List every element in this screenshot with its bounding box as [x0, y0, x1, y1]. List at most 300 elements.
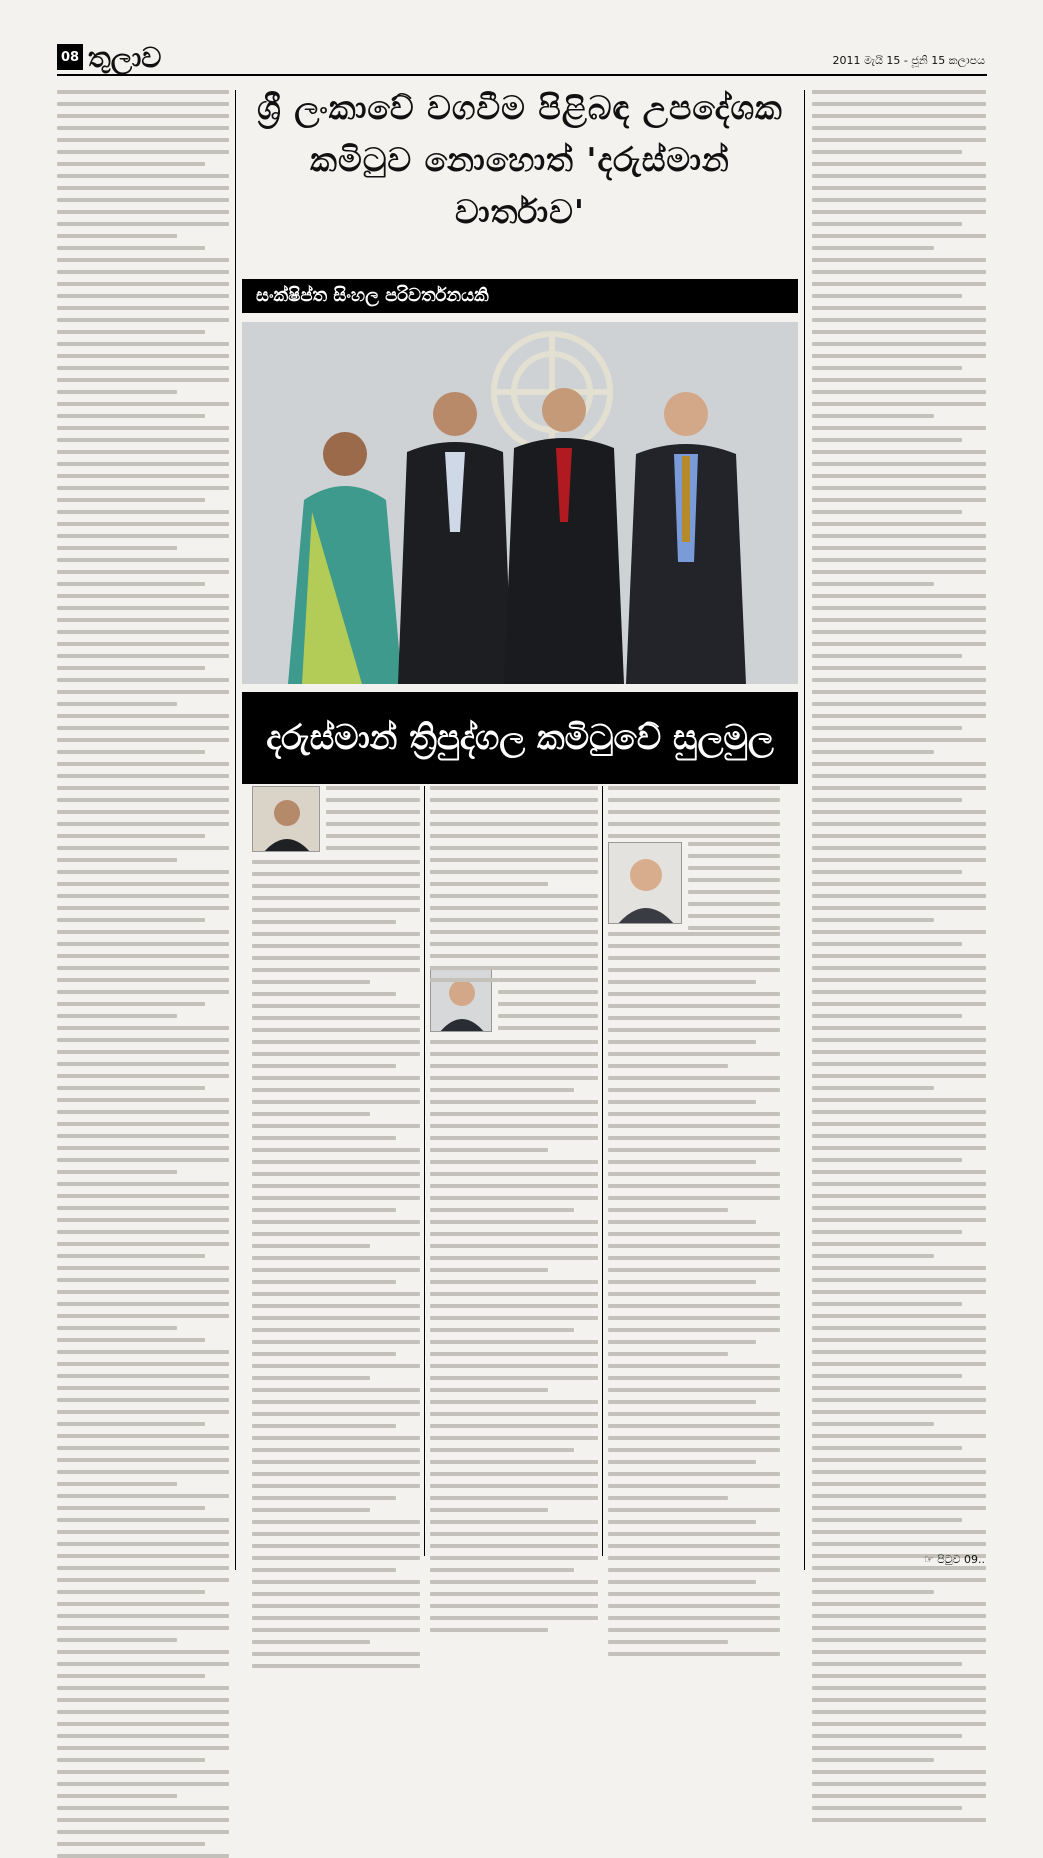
text-line [252, 944, 420, 948]
text-line [430, 1184, 598, 1188]
text-line [57, 1026, 229, 1030]
text-line [608, 1004, 780, 1008]
text-line [252, 1412, 420, 1416]
text-line [688, 926, 780, 930]
text-line [57, 1350, 229, 1354]
text-line [252, 896, 420, 900]
text-line [57, 582, 205, 586]
text-line [812, 810, 986, 814]
text-line [608, 1448, 780, 1452]
text-line [57, 258, 229, 262]
text-line [252, 1232, 420, 1236]
text-line [812, 978, 986, 982]
text-line [812, 1638, 986, 1642]
text-line [252, 992, 396, 996]
text-line [608, 1364, 780, 1368]
text-line [57, 102, 229, 106]
text-line [608, 834, 780, 838]
text-line [812, 1122, 986, 1126]
text-line [252, 1388, 420, 1392]
text-line [608, 1160, 756, 1164]
text-line [57, 318, 229, 322]
text-line [252, 1112, 370, 1116]
text-line [430, 1364, 598, 1368]
text-line [252, 860, 420, 864]
text-line [252, 1364, 420, 1368]
text-line [57, 486, 229, 490]
text-line [57, 1674, 205, 1678]
right-column-text [812, 90, 986, 1545]
text-line [57, 1482, 177, 1486]
text-line [812, 126, 986, 130]
lower-col-1-text [252, 860, 420, 1550]
text-line [608, 1472, 780, 1476]
text-line [812, 1086, 934, 1090]
text-line [430, 1436, 598, 1440]
text-line [812, 1434, 986, 1438]
text-line [252, 1508, 370, 1512]
portrait-photo-darusman [252, 786, 320, 852]
text-line [57, 174, 229, 178]
text-line [812, 1194, 986, 1198]
text-line [812, 1410, 986, 1414]
text-line [252, 1484, 420, 1488]
text-line [57, 1110, 229, 1114]
text-line [326, 798, 420, 802]
text-line [812, 918, 934, 922]
text-line [252, 1052, 420, 1056]
text-line [812, 834, 986, 838]
text-line [608, 1388, 780, 1392]
text-line [430, 1352, 598, 1356]
text-line [252, 1424, 396, 1428]
text-line [57, 1566, 229, 1570]
text-line [608, 1220, 756, 1224]
text-line [57, 834, 205, 838]
text-line [430, 1268, 548, 1272]
text-line [252, 1616, 420, 1620]
text-line [57, 882, 229, 886]
text-line [57, 234, 177, 238]
text-line [326, 846, 420, 850]
text-line [430, 1568, 574, 1572]
text-line [430, 1412, 598, 1416]
text-line [812, 798, 962, 802]
text-line [608, 968, 780, 972]
text-line [498, 1026, 598, 1030]
text-line [430, 1340, 598, 1344]
text-line [812, 198, 986, 202]
text-line [57, 702, 177, 706]
text-line [812, 1686, 986, 1690]
section-headline: දරුස්මාන් ත්‍රිපුද්ගල කමිටුවේ සුලමුල [242, 692, 798, 784]
text-line [812, 1818, 986, 1822]
text-line [252, 1652, 420, 1656]
text-line [430, 1244, 598, 1248]
text-line [812, 1470, 986, 1474]
text-line [252, 1376, 370, 1380]
text-line [57, 1218, 229, 1222]
text-line [812, 1158, 962, 1162]
text-line [812, 870, 962, 874]
text-line [252, 908, 420, 912]
text-line [430, 1520, 598, 1524]
text-line [57, 1590, 205, 1594]
text-line [812, 858, 986, 862]
text-line [430, 1172, 598, 1176]
text-line [812, 1338, 986, 1342]
text-line [430, 1124, 598, 1128]
text-line [608, 1208, 728, 1212]
text-line [57, 462, 229, 466]
text-line [608, 1016, 780, 1020]
text-line [57, 1734, 229, 1738]
text-line [608, 1304, 780, 1308]
text-line [812, 354, 986, 358]
text-line [688, 866, 780, 870]
text-line [430, 930, 598, 934]
text-line [430, 1532, 598, 1536]
text-line [812, 1230, 962, 1234]
text-line [812, 282, 986, 286]
text-line [57, 606, 229, 610]
text-line [57, 1170, 177, 1174]
text-line [252, 1352, 396, 1356]
text-line [608, 1028, 780, 1032]
text-line [57, 642, 229, 646]
text-line [430, 954, 598, 958]
text-line [57, 570, 229, 574]
text-line [430, 1556, 598, 1560]
text-line [252, 956, 420, 960]
text-line [812, 1446, 962, 1450]
lead-photo [242, 322, 798, 684]
text-line [688, 854, 780, 858]
text-line [812, 738, 986, 742]
text-line [252, 1604, 420, 1608]
text-line [430, 1388, 548, 1392]
text-line [252, 1292, 420, 1296]
text-line [608, 1544, 780, 1548]
text-line [252, 872, 420, 876]
lower-col-2b-text [498, 966, 598, 1032]
text-line [57, 474, 229, 478]
text-line [812, 774, 986, 778]
text-line [57, 666, 205, 670]
text-line [57, 222, 229, 226]
text-line [252, 1472, 420, 1476]
text-line [57, 1314, 229, 1318]
text-line [57, 1842, 205, 1846]
text-line [252, 1280, 396, 1284]
text-line [57, 894, 229, 898]
text-line [812, 1278, 986, 1282]
text-line [57, 930, 229, 934]
text-line [57, 366, 229, 370]
subheadline-bar: සංක්ෂිප්ත සිංහල පරිවර්තනයකි [242, 279, 798, 313]
text-line [812, 1578, 986, 1582]
column-divider [235, 90, 236, 1570]
text-line [608, 1244, 780, 1248]
text-line [57, 1542, 229, 1546]
text-line [812, 1062, 986, 1066]
text-line [57, 330, 205, 334]
text-line [812, 174, 986, 178]
text-line [326, 810, 420, 814]
column-divider [602, 786, 603, 1556]
text-line [608, 1520, 756, 1524]
text-line [326, 822, 420, 826]
text-line [812, 1074, 986, 1078]
text-line [812, 414, 934, 418]
text-line [57, 1422, 205, 1426]
text-line [430, 1580, 598, 1584]
text-line [812, 654, 962, 658]
text-line [608, 1136, 780, 1140]
text-line [430, 1328, 574, 1332]
text-line [57, 1518, 229, 1522]
text-line [812, 1386, 986, 1390]
text-line [57, 306, 229, 310]
text-line [688, 914, 780, 918]
text-line [252, 1448, 420, 1452]
text-line [608, 1040, 756, 1044]
text-line [57, 1854, 229, 1858]
text-line [57, 1818, 229, 1822]
text-line [812, 1146, 986, 1150]
text-line [812, 750, 934, 754]
text-line [608, 1568, 780, 1572]
text-line [57, 390, 177, 394]
text-line [57, 906, 229, 910]
portrait-illustration [431, 967, 492, 1032]
text-line [57, 1746, 229, 1750]
text-line [812, 1614, 986, 1618]
text-line [252, 1040, 420, 1044]
text-line [430, 1280, 598, 1284]
text-line [812, 1422, 934, 1426]
text-line [430, 882, 548, 886]
text-line [812, 1350, 986, 1354]
text-line [430, 1316, 598, 1320]
left-column-text [57, 90, 229, 1570]
text-line [812, 606, 986, 610]
text-line [812, 486, 986, 490]
text-line [430, 1100, 598, 1104]
text-line [252, 1580, 420, 1584]
text-line [57, 1614, 229, 1618]
text-line [608, 1412, 780, 1416]
text-line [57, 678, 229, 682]
text-line [57, 810, 229, 814]
text-line [812, 1698, 986, 1702]
text-line [252, 1268, 420, 1272]
text-line [812, 594, 986, 598]
text-line [812, 1314, 986, 1318]
text-line [57, 618, 229, 622]
text-line [430, 1064, 598, 1068]
text-line [57, 342, 229, 346]
text-line [430, 1148, 548, 1152]
text-line [812, 186, 986, 190]
text-line [812, 102, 986, 106]
text-line [430, 1628, 548, 1632]
text-line [57, 690, 229, 694]
text-line [812, 582, 934, 586]
text-line [608, 1496, 728, 1500]
text-line [812, 1794, 986, 1798]
text-line [57, 90, 229, 94]
text-line [57, 402, 229, 406]
text-line [812, 246, 934, 250]
text-line [252, 932, 420, 936]
text-line [812, 678, 986, 682]
text-line [252, 884, 420, 888]
text-line [252, 1532, 420, 1536]
text-line [57, 750, 205, 754]
text-line [57, 1722, 229, 1726]
text-line [812, 390, 986, 394]
text-line [430, 798, 598, 802]
group-photo-illustration [242, 322, 798, 684]
portrait-photo-sooka [430, 966, 492, 1032]
text-line [57, 1074, 229, 1078]
text-line [812, 1182, 986, 1186]
text-line [812, 1602, 986, 1606]
main-headline [242, 82, 798, 238]
text-line [57, 522, 229, 526]
text-line [812, 1218, 986, 1222]
text-line [57, 1782, 229, 1786]
text-line [812, 1290, 986, 1294]
text-line [57, 1206, 229, 1210]
text-line [57, 186, 229, 190]
text-line [812, 1770, 986, 1774]
text-line [812, 1782, 986, 1786]
text-line [57, 114, 229, 118]
text-line [608, 822, 780, 826]
text-line [430, 942, 598, 946]
text-line [812, 1362, 986, 1366]
text-line [252, 1628, 420, 1632]
text-line [430, 1484, 598, 1488]
text-line [812, 846, 986, 850]
text-line [430, 906, 598, 910]
text-line [252, 1196, 420, 1200]
text-line [812, 114, 986, 118]
text-line [812, 498, 986, 502]
text-line [57, 1530, 229, 1534]
text-line [430, 1136, 598, 1140]
text-line [608, 1076, 780, 1080]
text-line [430, 1616, 598, 1620]
text-line [57, 138, 229, 142]
text-line [430, 1040, 598, 1044]
text-line [430, 810, 598, 814]
text-line [57, 510, 229, 514]
headline-line-1: ශ්‍රී ලංකාවේ වගවීම පිළිබඳ උපදේශක [257, 88, 783, 127]
text-line [57, 1230, 229, 1234]
text-line [430, 1472, 598, 1476]
text-line [430, 846, 598, 850]
text-line [252, 920, 396, 924]
text-line [812, 1002, 986, 1006]
text-line [608, 786, 780, 790]
text-line [608, 798, 780, 802]
text-line [812, 882, 986, 886]
text-line [57, 450, 229, 454]
text-line [57, 1134, 229, 1138]
text-line [252, 1064, 396, 1068]
text-line [57, 1098, 229, 1102]
text-line [57, 630, 229, 634]
text-line [812, 1530, 986, 1534]
text-line [252, 1208, 396, 1212]
text-line [430, 1052, 598, 1056]
text-line [812, 702, 986, 706]
text-line [57, 1554, 229, 1558]
text-line [812, 1590, 934, 1594]
text-line [57, 246, 205, 250]
text-line [812, 1458, 986, 1462]
text-line [608, 1172, 780, 1176]
text-line [57, 198, 229, 202]
text-line [812, 966, 986, 970]
text-line [57, 966, 229, 970]
text-line [430, 918, 598, 922]
text-line [608, 1280, 756, 1284]
text-line [57, 1158, 229, 1162]
text-line [812, 534, 986, 538]
text-line [252, 1148, 420, 1152]
text-line [812, 930, 986, 934]
text-line [812, 894, 986, 898]
text-line [812, 1398, 986, 1402]
text-line [812, 1734, 962, 1738]
text-line [812, 462, 986, 466]
text-line [57, 1410, 229, 1414]
text-line [57, 1242, 229, 1246]
text-line [57, 162, 205, 166]
text-line [812, 138, 986, 142]
text-line [812, 1050, 986, 1054]
text-line [608, 1376, 780, 1380]
text-line [57, 1302, 229, 1306]
text-line [608, 1088, 780, 1092]
text-line [608, 1328, 780, 1332]
text-line [252, 1328, 420, 1332]
text-line [252, 1592, 420, 1596]
text-line [812, 438, 962, 442]
text-line [57, 1794, 177, 1798]
text-line [812, 1518, 962, 1522]
text-line [812, 546, 986, 550]
text-line [430, 870, 598, 874]
text-line [57, 942, 229, 946]
text-line [608, 1316, 780, 1320]
text-line [812, 258, 986, 262]
text-line [812, 150, 962, 154]
text-line [608, 1604, 780, 1608]
text-line [57, 1362, 229, 1366]
text-line [57, 378, 229, 382]
text-line [57, 426, 229, 430]
text-line [57, 954, 229, 958]
text-line [252, 1400, 420, 1404]
text-line [430, 1220, 598, 1224]
portrait-photo-ratner [608, 842, 682, 924]
text-line [812, 618, 986, 622]
